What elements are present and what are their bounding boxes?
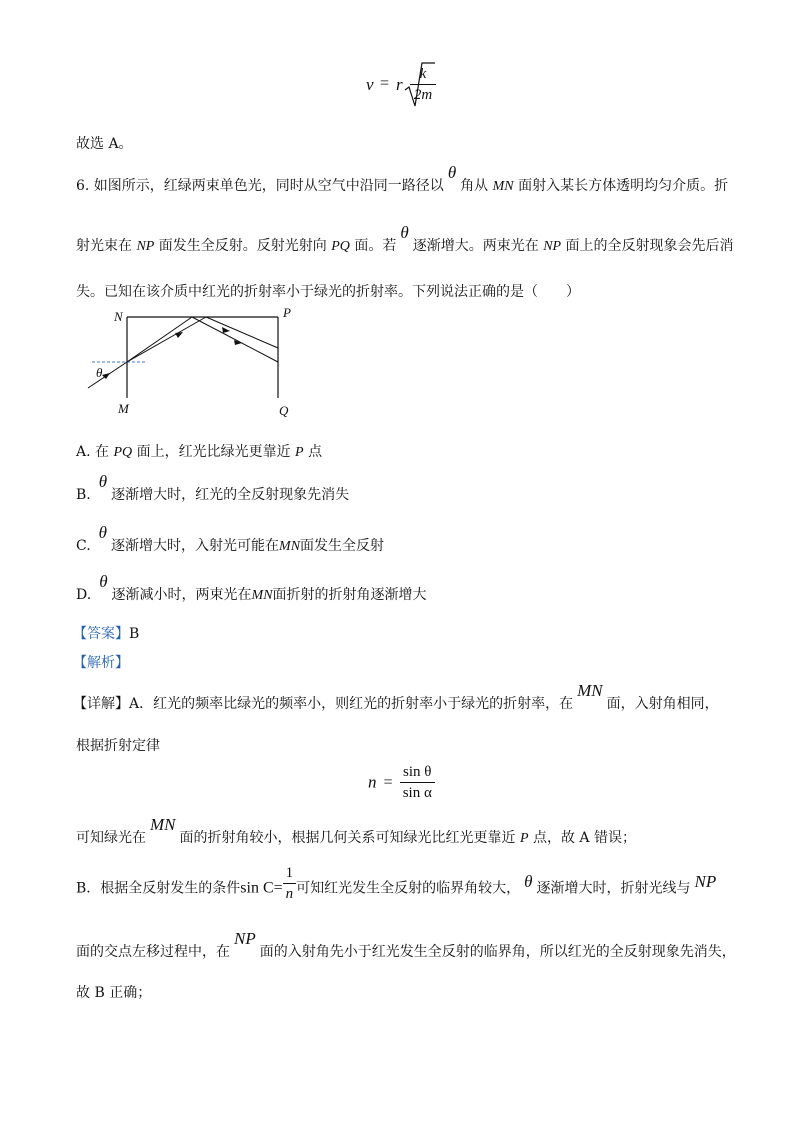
option-d-text-b: 面折射的折射角逐渐增大 xyxy=(272,587,427,603)
label-q: Q xyxy=(279,403,289,418)
detail-b-line2-a: 面的交点左移过程中，在 xyxy=(76,944,230,960)
detail-a-line3-mn: MN xyxy=(150,815,176,834)
q-line2-b: 面发生全反射。反射光射向 xyxy=(158,238,327,254)
option-c xyxy=(76,523,385,557)
answer-label: 【答案】 xyxy=(73,626,129,642)
reflected-ray-1 xyxy=(192,317,278,362)
question-line-1 xyxy=(76,163,729,197)
detail-b-np2: NP xyxy=(234,929,256,948)
option-d-mn: MN xyxy=(251,588,273,603)
refracted-ray-1 xyxy=(127,317,192,362)
option-d-prefix: D. xyxy=(76,587,92,603)
snell-eq: = xyxy=(383,773,393,791)
critical-den: n xyxy=(285,886,294,902)
sin-c-eq: = xyxy=(273,879,283,897)
detail-a-mn: MN xyxy=(577,681,603,700)
theta-symbol: θ xyxy=(524,871,533,891)
detail-b-line-2 xyxy=(76,929,736,962)
option-a-prefix: A. 在 xyxy=(76,444,110,460)
detail-a-line-3 xyxy=(76,815,636,849)
detail-b-line-1 xyxy=(76,865,717,904)
option-b-text: 逐渐增大时，红光的全反射现象先消失 xyxy=(111,487,350,503)
formula-v-r: r xyxy=(396,75,403,94)
detail-a-line-1 xyxy=(73,681,719,714)
snell-numerator: sin θ xyxy=(400,762,434,783)
option-c-text-a: 逐渐增大时，入射光可能在 xyxy=(111,538,280,554)
detail-b-line-3: 故 B 正确； xyxy=(76,985,152,1001)
detail-a-line3-a: 可知绿光在 xyxy=(76,830,146,846)
theta-symbol: θ xyxy=(400,223,409,242)
snell-formula xyxy=(368,762,435,803)
critical-num: 1 xyxy=(283,863,297,884)
q-line2-d: 逐渐增大。两束光在 xyxy=(412,238,539,254)
question-line-2 xyxy=(76,223,734,257)
option-a-mid: 面上，红光比绿光更靠近 xyxy=(136,444,291,460)
theta-symbol: θ xyxy=(98,523,108,542)
label-p: P xyxy=(283,305,291,320)
formula-v-den: 2m xyxy=(413,87,433,103)
option-d-text-a: 逐渐减小时，两束光在 xyxy=(111,587,252,603)
detail-label: 【详解】 xyxy=(73,696,129,712)
option-a xyxy=(76,442,322,463)
previous-conclusion: 故选 A。 xyxy=(76,136,133,152)
answer-line xyxy=(73,624,139,644)
q-line1-b: 角从 xyxy=(460,178,489,194)
option-b xyxy=(76,472,350,505)
q-np: NP xyxy=(136,239,155,254)
option-c-text-b: 面发生全反射 xyxy=(300,538,385,554)
option-a-p: P xyxy=(295,445,304,460)
q-np-2: NP xyxy=(543,239,562,254)
option-c-mn: MN xyxy=(279,539,301,554)
detail-a-text2: 面，入射角相同， xyxy=(606,696,719,712)
snell-denominator: sin α xyxy=(402,785,432,801)
answer-value: B xyxy=(129,626,140,642)
critical-fraction xyxy=(283,863,297,904)
option-d xyxy=(76,572,427,606)
label-n: N xyxy=(114,309,123,324)
option-a-pq: PQ xyxy=(113,445,133,460)
refracted-arrow xyxy=(175,332,183,338)
formula-v-eq: = xyxy=(380,75,390,92)
q-line1-c: 面射入某长方体透明均匀介质。折 xyxy=(518,178,729,194)
refracted-ray-2 xyxy=(127,317,206,362)
label-theta: θ xyxy=(96,365,103,380)
option-a-end: 点 xyxy=(308,444,323,460)
q-line2-c: 面。若 xyxy=(354,238,397,254)
snell-n: n xyxy=(368,772,377,792)
reflected-arrow-1 xyxy=(222,327,230,333)
detail-a-line3-c: 点，故 A 错误； xyxy=(532,830,636,846)
q-line1-a: 6. 如图所示，红绿两束单色光，同时从空气中沿同一路径以 xyxy=(76,178,444,194)
q-pq: PQ xyxy=(331,239,350,254)
detail-a-line-2: 根据折射定律 xyxy=(76,738,160,754)
detail-b-line1-b: 可知红光发生全反射的临界角较大， xyxy=(296,880,521,897)
option-b-prefix: B. xyxy=(76,487,91,503)
detail-a-line3-p: P xyxy=(519,831,529,846)
option-c-prefix: C. xyxy=(76,538,91,554)
detail-b-line1-c: 逐渐增大时，折射光线与 xyxy=(536,880,691,897)
label-m: M xyxy=(118,401,129,416)
q-line2-a: 射光束在 xyxy=(76,238,132,254)
detail-a-text: A．红光的频率比绿光的频率小，则红光的折射率小于绿光的折射率，在 xyxy=(129,696,574,712)
theta-symbol: θ xyxy=(99,572,108,591)
sin-c-text: sin C xyxy=(240,879,274,897)
detail-a-line3-b: 面的折射角较小，根据几何关系可知绿光比红光更靠近 xyxy=(179,830,516,846)
detail-b-line2-b: 面的入射角先小于红光发生全反射的临界角，所以红光的全反射现象先消失， xyxy=(259,944,736,960)
optics-figure xyxy=(80,300,300,425)
theta-symbol: θ xyxy=(447,163,457,182)
theta-symbol: θ xyxy=(98,472,108,491)
detail-b-line1-a: B．根据全反射发生的条件 xyxy=(76,880,241,897)
analysis-label: 【解析】 xyxy=(73,655,129,671)
sin-c xyxy=(240,880,282,897)
question-line-3: 失。已知在该介质中红光的折射率小于绿光的折射率。下列说法正确的是（ ） xyxy=(76,284,580,300)
snell-fraction xyxy=(400,762,435,803)
formula-v-num: k xyxy=(410,64,436,85)
q-mn: MN xyxy=(492,179,514,194)
detail-b-np: NP xyxy=(694,871,717,891)
q-line2-e: 面上的全反射现象会先后消 xyxy=(565,238,734,254)
formula-v-lhs: v xyxy=(366,75,374,94)
